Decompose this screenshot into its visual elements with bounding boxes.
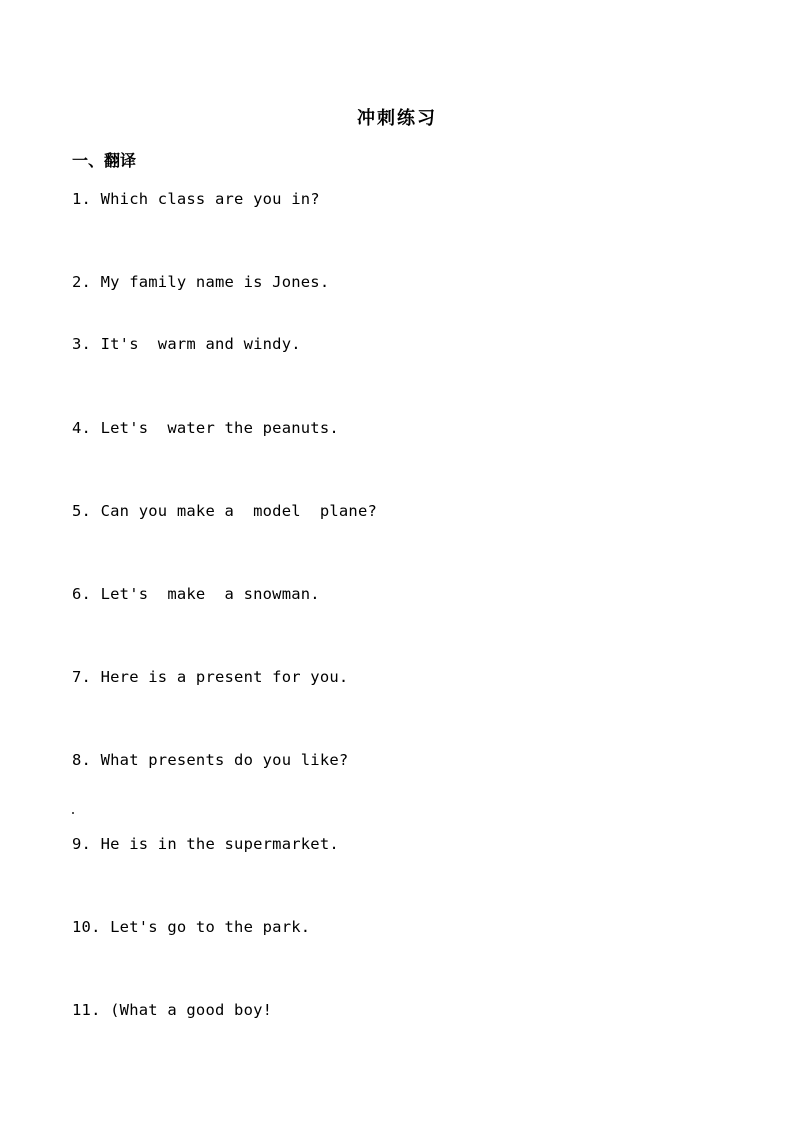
stray-mark (72, 812, 74, 814)
exercise-item-1: 1. Which class are you in? (72, 190, 320, 208)
exercise-item-10: 10. Let's go to the park. (72, 918, 311, 936)
exercise-item-9: 9. He is in the supermarket. (72, 835, 339, 853)
section-heading: 一、翻译 (72, 151, 137, 170)
exercise-item-4: 4. Let's water the peanuts. (72, 419, 339, 437)
exercise-item-6: 6. Let's make a snowman. (72, 585, 320, 603)
exercise-item-3: 3. It's warm and windy. (72, 335, 301, 353)
page-title: 冲刺练习 (357, 108, 437, 129)
exercise-item-8: 8. What presents do you like? (72, 751, 349, 769)
exercise-item-11: 11. (What a good boy! (72, 1001, 273, 1019)
exercise-item-5: 5. Can you make a model plane? (72, 502, 378, 520)
exercise-item-2: 2. My family name is Jones. (72, 273, 330, 291)
exercise-item-7: 7. Here is a present for you. (72, 668, 349, 686)
